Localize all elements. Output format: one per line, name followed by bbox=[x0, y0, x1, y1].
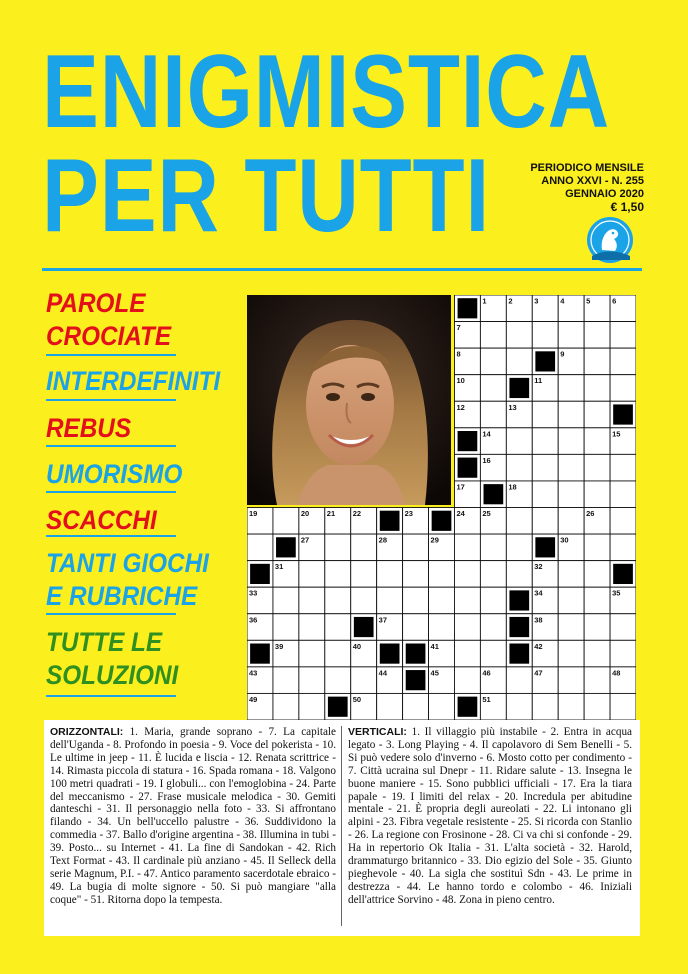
grid-cell[interactable] bbox=[532, 428, 558, 455]
grid-cell[interactable] bbox=[299, 587, 325, 614]
grid-cell[interactable] bbox=[558, 561, 584, 588]
contents-item: INTERDEFINITI bbox=[46, 366, 221, 396]
grid-cell[interactable] bbox=[584, 348, 610, 375]
grid-cell[interactable] bbox=[480, 375, 506, 402]
issue-date: GENNAIO 2020 bbox=[565, 188, 644, 200]
cell-number: 3 bbox=[534, 296, 539, 306]
cell-number: 42 bbox=[534, 641, 543, 651]
grid-cell[interactable] bbox=[454, 640, 480, 667]
grid-cell[interactable] bbox=[506, 693, 532, 720]
grid-cell[interactable] bbox=[584, 561, 610, 588]
grid-cell[interactable] bbox=[532, 401, 558, 428]
grid-cell[interactable] bbox=[325, 614, 351, 641]
cell-number: 32 bbox=[534, 562, 543, 572]
grid-cell[interactable] bbox=[558, 587, 584, 614]
grid-cell[interactable] bbox=[558, 375, 584, 402]
cell-number: 34 bbox=[534, 588, 543, 598]
grid-cell[interactable] bbox=[299, 561, 325, 588]
black-square bbox=[458, 697, 478, 717]
black-square bbox=[484, 484, 504, 504]
publisher-badge-icon bbox=[584, 214, 636, 266]
cell-number: 50 bbox=[352, 694, 362, 704]
cell-number: 17 bbox=[456, 482, 465, 492]
grid-cell[interactable] bbox=[273, 693, 299, 720]
black-square bbox=[458, 458, 478, 478]
masthead-title-line2: PER TUTTI bbox=[42, 138, 490, 254]
black-square bbox=[276, 537, 296, 557]
clues-panel bbox=[44, 720, 640, 936]
grid-cell[interactable] bbox=[454, 614, 480, 641]
grid-cell[interactable] bbox=[506, 454, 532, 481]
grid-cell[interactable] bbox=[299, 667, 325, 694]
cell-number: 13 bbox=[508, 402, 517, 412]
contents-item: CROCIATE bbox=[46, 321, 172, 351]
grid-cell[interactable] bbox=[299, 614, 325, 641]
grid-cell[interactable] bbox=[454, 667, 480, 694]
contents-item: E RUBRICHE bbox=[46, 581, 198, 611]
contents-item: SOLUZIONI bbox=[46, 660, 179, 690]
grid-cell[interactable] bbox=[377, 693, 403, 720]
black-square bbox=[380, 644, 400, 664]
black-square bbox=[406, 644, 426, 664]
black-square bbox=[509, 617, 529, 637]
grid-cell[interactable] bbox=[403, 561, 429, 588]
contents-list bbox=[0, 0, 250, 720]
cell-number: 24 bbox=[456, 509, 465, 518]
grid-cell[interactable] bbox=[610, 534, 636, 561]
grid-cell[interactable] bbox=[325, 587, 351, 614]
grid-cell[interactable] bbox=[584, 534, 610, 561]
clues-horizontal bbox=[50, 726, 336, 907]
grid-cell[interactable] bbox=[558, 640, 584, 667]
cell-number: 30 bbox=[560, 535, 569, 545]
grid-cell[interactable] bbox=[325, 667, 351, 694]
cell-number: 21 bbox=[326, 509, 336, 518]
grid-cell[interactable] bbox=[273, 667, 299, 694]
grid-cell[interactable] bbox=[610, 693, 636, 720]
grid-cell[interactable] bbox=[532, 508, 558, 535]
black-square bbox=[380, 511, 400, 531]
grid-cell[interactable] bbox=[532, 481, 558, 508]
cell-number: 47 bbox=[534, 668, 543, 678]
grid-cell[interactable] bbox=[584, 401, 610, 428]
grid-cell[interactable] bbox=[532, 693, 558, 720]
grid-cell[interactable] bbox=[377, 587, 403, 614]
cell-number: 10 bbox=[456, 376, 465, 386]
black-square bbox=[535, 351, 555, 371]
grid-cell[interactable] bbox=[480, 322, 506, 349]
price: € 1,50 bbox=[610, 200, 644, 214]
grid-cell[interactable] bbox=[610, 348, 636, 375]
grid-cell[interactable] bbox=[247, 534, 273, 561]
cell-number: 9 bbox=[560, 349, 565, 359]
cell-number: 8 bbox=[456, 349, 461, 359]
grid-cell[interactable] bbox=[584, 481, 610, 508]
cell-number: 39 bbox=[274, 641, 284, 651]
grid-cell[interactable] bbox=[480, 587, 506, 614]
grid-cell[interactable] bbox=[584, 454, 610, 481]
cell-number: 4 bbox=[560, 296, 565, 306]
cell-number: 33 bbox=[249, 588, 258, 598]
grid-cell[interactable] bbox=[506, 508, 532, 535]
grid-cell[interactable] bbox=[610, 375, 636, 402]
black-square bbox=[613, 564, 633, 584]
cell-number: 45 bbox=[430, 668, 439, 678]
grid-cell[interactable] bbox=[480, 561, 506, 588]
grid-cell[interactable] bbox=[558, 614, 584, 641]
cell-number: 38 bbox=[534, 615, 543, 625]
cell-number: 14 bbox=[482, 429, 491, 439]
black-square bbox=[458, 298, 478, 318]
black-square bbox=[432, 511, 452, 531]
black-square bbox=[328, 697, 348, 717]
cell-number: 16 bbox=[482, 455, 491, 465]
black-square bbox=[613, 404, 633, 424]
grid-cell[interactable] bbox=[584, 640, 610, 667]
grid-cell[interactable] bbox=[480, 348, 506, 375]
grid-cell[interactable] bbox=[506, 561, 532, 588]
black-square bbox=[354, 617, 374, 637]
grid-cell[interactable] bbox=[532, 454, 558, 481]
contents-item: UMORISMO bbox=[46, 459, 183, 489]
cell-number: 27 bbox=[300, 535, 310, 545]
grid-cell[interactable] bbox=[506, 322, 532, 349]
grid-cell[interactable] bbox=[429, 614, 455, 641]
contents-divider bbox=[46, 535, 176, 537]
grid-cell[interactable] bbox=[584, 667, 610, 694]
grid-cell[interactable] bbox=[351, 561, 377, 588]
grid-cell[interactable] bbox=[506, 534, 532, 561]
grid-cell[interactable] bbox=[299, 640, 325, 667]
grid-cell[interactable] bbox=[351, 587, 377, 614]
cell-number: 35 bbox=[612, 588, 621, 598]
grid-cell[interactable] bbox=[506, 348, 532, 375]
cell-number: 1 bbox=[482, 296, 487, 306]
grid-cell[interactable] bbox=[351, 667, 377, 694]
grid-cell[interactable] bbox=[558, 454, 584, 481]
cell-number: 48 bbox=[612, 668, 621, 678]
grid-cell[interactable] bbox=[429, 693, 455, 720]
contents-divider bbox=[46, 399, 176, 401]
grid-cell[interactable] bbox=[454, 587, 480, 614]
grid-cell[interactable] bbox=[558, 481, 584, 508]
cell-number: 7 bbox=[456, 323, 461, 333]
vertical-clues-text: 1. Il villaggio più instabile - 2. Entra in acqua legato - 3. Long Playing - 4. Il capolavoro di Sem Benelli - 5. Si può vedere solo d'inverno - 6. Mosto cotto per condimento - 7. Città ucraina sul Dnepr - 11. Ridare salute - 13. Insegna le buone maniere - 15. Sono pubblici ufficiali - 17. Era la tiara papale - 19. I limiti del relax - 20. Incredula per abitudine mentale - 21. È propria degli aureolati - 22. Li intonano gli alpini - 23. Fibra vegetale resistente - 25. Si ricorda con Stanlio - 26. La regione con Frosinone - 28. Ci va chi si confonde - 29. Ha in repertorio Ok Italia - 31. L'alta società - 32. Harold, drammaturgo britannico - 33. Dio egizio del Sole - 35. Giunto pieghevole - 40. La sigla che sostituì Sdn - 43. Le prime in destrezza - 44. Le hanno tordo e colombo - 46. Iniziali dell'attrice Sorvino - 48. Zona in pieno centro. bbox=[348, 726, 633, 906]
black-square bbox=[250, 644, 270, 664]
clues-vertical bbox=[348, 726, 632, 907]
grid-cell[interactable] bbox=[273, 508, 299, 535]
cell-number: 41 bbox=[430, 641, 439, 651]
black-square bbox=[250, 564, 270, 584]
horizontal-heading: ORIZZONTALI: bbox=[50, 726, 124, 738]
cell-number: 40 bbox=[352, 641, 362, 651]
cell-number: 31 bbox=[274, 562, 284, 572]
grid-cell[interactable] bbox=[558, 322, 584, 349]
contents-item: TANTI GIOCHI bbox=[46, 548, 209, 578]
grid-cell[interactable] bbox=[558, 693, 584, 720]
grid-cell[interactable] bbox=[351, 534, 377, 561]
cell-number: 6 bbox=[612, 296, 617, 306]
grid-cell[interactable] bbox=[506, 428, 532, 455]
contents-item: TUTTE LE bbox=[46, 627, 163, 657]
contents-divider bbox=[46, 445, 176, 447]
cell-number: 5 bbox=[586, 296, 591, 306]
cell-number: 2 bbox=[508, 296, 513, 306]
grid-cell[interactable] bbox=[377, 561, 403, 588]
grid-cell[interactable] bbox=[429, 561, 455, 588]
cell-number: 29 bbox=[430, 535, 439, 545]
grid-cell[interactable] bbox=[273, 614, 299, 641]
cell-number: 44 bbox=[378, 668, 388, 678]
grid-cell[interactable] bbox=[584, 614, 610, 641]
grid-cell[interactable] bbox=[584, 693, 610, 720]
contents-divider bbox=[46, 491, 176, 493]
grid-cell[interactable] bbox=[480, 614, 506, 641]
clues-divider bbox=[341, 726, 342, 926]
grid-cell[interactable] bbox=[610, 322, 636, 349]
masthead-title-line1: ENIGMISTICA bbox=[42, 34, 611, 150]
grid-cell[interactable] bbox=[584, 375, 610, 402]
cell-number: 22 bbox=[352, 509, 362, 518]
grid-cell[interactable] bbox=[610, 640, 636, 667]
black-square bbox=[458, 431, 478, 451]
cell-number: 11 bbox=[534, 376, 543, 386]
grid-cell[interactable] bbox=[325, 561, 351, 588]
cell-number: 43 bbox=[249, 668, 258, 678]
contents-divider bbox=[46, 613, 176, 615]
cell-number: 18 bbox=[508, 482, 517, 492]
cell-number: 25 bbox=[482, 509, 491, 518]
contents-item: PAROLE bbox=[46, 288, 146, 318]
grid-cell[interactable] bbox=[403, 693, 429, 720]
periodicity-label: PERIODICO MENSILE bbox=[530, 162, 644, 174]
grid-cell[interactable] bbox=[403, 534, 429, 561]
cell-number: 46 bbox=[482, 668, 491, 678]
grid-cell[interactable] bbox=[403, 587, 429, 614]
contents-divider bbox=[46, 695, 176, 697]
grid-cell[interactable] bbox=[610, 481, 636, 508]
cell-number: 28 bbox=[378, 535, 388, 545]
grid-cell[interactable] bbox=[558, 401, 584, 428]
grid-cell[interactable] bbox=[584, 428, 610, 455]
horizontal-clues-text: 1. Maria, grande soprano - 7. La capitale dell'Uganda - 8. Profondo in poesia - 9. Voce del pokerista - 10. Le ultime in jeep - 11. È lucida e liscia - 12. Renata scrittrice - 14. Rimasta piccola di statura - 16. Spada romana - 18. Valgono 100 metri quadrati - 19. I globuli... con l'emoglobina - 24. Parte del meccanismo - 27. Frase musicale melodica - 30. Gemiti danteschi - 31. Il personaggio nella foto - 33. Si affrontano filando - 34. Un bell'uccello palustre - 36. Suddividono la commedia - 37. Ballo d'origine argentina - 38. Illumina in tubi - 39. Posto... su Internet - 41. La fine di Sandokan - 42. Rich Text Format - 43. Il cardinale più anziano - 45. Il Selleck della serie Magnum, P.I. - 47. Antico paramento sacerdotale ebraico - 49. La bugia di molte signore - 50. Si può mangiare "alla coque" - 51. Ritorna dopo la tempesta. bbox=[50, 726, 336, 906]
grid-cell[interactable] bbox=[273, 587, 299, 614]
cell-number: 49 bbox=[249, 694, 258, 704]
black-square bbox=[509, 590, 529, 610]
black-square bbox=[509, 644, 529, 664]
black-square bbox=[406, 670, 426, 690]
cell-number: 26 bbox=[586, 509, 595, 518]
cell-number: 37 bbox=[378, 615, 388, 625]
grid-cell[interactable] bbox=[558, 508, 584, 535]
cell-number: 51 bbox=[482, 694, 491, 704]
cell-number: 23 bbox=[404, 509, 413, 518]
grid-cell[interactable] bbox=[610, 508, 636, 535]
crossword-grid bbox=[247, 295, 636, 720]
grid-cell[interactable] bbox=[454, 534, 480, 561]
grid-cell[interactable] bbox=[325, 640, 351, 667]
cell-number: 19 bbox=[249, 509, 258, 518]
grid-cell[interactable] bbox=[610, 454, 636, 481]
grid-cell[interactable] bbox=[558, 667, 584, 694]
cell-number: 12 bbox=[456, 402, 465, 412]
grid-cell[interactable] bbox=[403, 614, 429, 641]
grid-cell[interactable] bbox=[610, 614, 636, 641]
contents-item: REBUS bbox=[46, 413, 132, 443]
grid-cell[interactable] bbox=[558, 428, 584, 455]
grid-cell[interactable] bbox=[480, 640, 506, 667]
grid-cell[interactable] bbox=[429, 587, 455, 614]
vertical-heading: VERTICALI: bbox=[348, 726, 407, 738]
black-square bbox=[509, 378, 529, 398]
grid-cell[interactable] bbox=[584, 587, 610, 614]
grid-cell[interactable] bbox=[480, 401, 506, 428]
grid-cell[interactable] bbox=[480, 534, 506, 561]
cell-number: 36 bbox=[249, 615, 258, 625]
cell-number: 15 bbox=[612, 429, 621, 439]
black-square bbox=[535, 537, 555, 557]
grid-cell[interactable] bbox=[325, 534, 351, 561]
issue-number: ANNO XXVI - N. 255 bbox=[541, 175, 644, 187]
grid-cell[interactable] bbox=[532, 322, 558, 349]
grid-cell[interactable] bbox=[454, 561, 480, 588]
cell-number: 20 bbox=[300, 509, 310, 518]
grid-cell[interactable] bbox=[299, 693, 325, 720]
grid-cell[interactable] bbox=[584, 322, 610, 349]
contents-item: SCACCHI bbox=[46, 505, 157, 535]
grid-cell[interactable] bbox=[506, 667, 532, 694]
contents-divider bbox=[46, 354, 176, 356]
